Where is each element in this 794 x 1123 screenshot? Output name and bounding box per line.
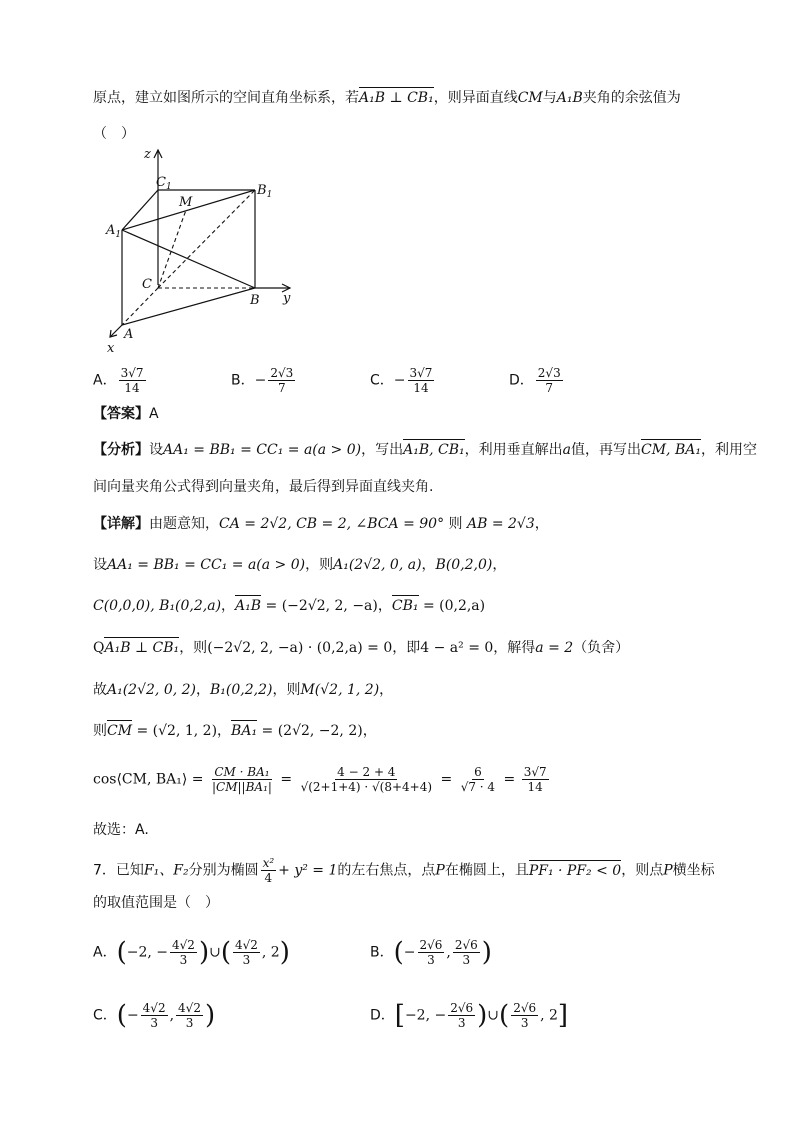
q7-stem-line-2: 的取值范围是（ ） <box>93 895 219 911</box>
q6-text-a: 原点，建立如图所示的空间直角坐标系，若 <box>93 90 359 106</box>
label-c1: $C_1$ <box>156 175 172 192</box>
detail-line-2: 设AA₁ = BB₁ = CC₁ = a(a > 0)，则A₁(2√2, 0, a)，B(0,2,0)， <box>93 557 507 573</box>
prism-figure <box>100 142 310 357</box>
analysis-line-2: 间向量夹角公式得到向量夹角，最后得到异面直线夹角. <box>93 479 434 495</box>
q6-option-a[interactable]: A． $\frac{3√7}{14}$ <box>93 366 144 395</box>
q7-option-b[interactable]: B．(− $\frac{2√6}{3}$ , $\frac{2√6}{3}$ ) <box>370 937 492 968</box>
detail-line-5: 故A₁(2√2, 0, 2)，B₁(0,2,2)，则M(√2, 1, 2)， <box>93 682 394 698</box>
label-a: A <box>124 327 134 342</box>
label-m: M <box>179 195 193 210</box>
q6-paren: （ ） <box>93 126 135 142</box>
q6-text-b: ，则异面直线 <box>433 90 518 106</box>
label-a1: $A_1$ <box>106 223 122 240</box>
q6-option-c[interactable]: C．− $\frac{3√7}{14}$ <box>370 366 433 395</box>
detail-line-3: C(0,0,0), B₁(0,2,a)，A₁B = (−2√2, 2, −a)，CB₁ = (0,2,a) <box>93 598 486 614</box>
q6-condition: A₁B ⊥ CB₁ <box>359 90 434 106</box>
cos-label: cos⟨CM, BA₁⟩ = <box>93 771 204 788</box>
detail-tag: 【详解】 <box>93 516 149 532</box>
q6-stem-line <box>93 88 681 108</box>
q6-option-b[interactable]: B．− $\frac{2√3}{7}$ <box>231 366 294 395</box>
answer-value: A <box>149 406 159 422</box>
label-b1: $B_1$ <box>257 183 273 200</box>
cos-frac-2: $\frac{4 - 2 + 4}{√(2+1+4) \cdot √(8+4+4)}$ <box>300 765 433 794</box>
q7-option-d[interactable]: D．[−2, − $\frac{2√6}{3}$ )∪( $\frac{2√6}{3}$ , 2] <box>370 1000 569 1031</box>
label-z: z <box>144 147 151 162</box>
analysis-line-1: 【分析】设AA₁ = BB₁ = CC₁ = a(a > 0)，写出A₁B, CB₁，利用垂直解出a值，再写出CM, BA₁，利用空 <box>93 442 757 458</box>
q7-stem-line-1: 7．已知F₁、F₂分别为椭圆 $\frac{\text{x²}}{4}$ + y² = 1的左右焦点，点P在椭圆上，且PF₁ · PF₂ < 0，则点P横坐标 <box>93 856 715 885</box>
detail-conclusion: 故选：A. <box>93 822 149 838</box>
answer-tag: 【答案】 <box>93 406 149 422</box>
q6-cm: CM <box>517 90 543 106</box>
label-y: y <box>283 291 291 306</box>
q7-number: 7． <box>93 862 116 879</box>
q6-text-c: 与 <box>542 90 557 106</box>
analysis-tag: 【分析】 <box>93 442 149 458</box>
label-x: x <box>107 341 115 356</box>
q6-text-d: 夹角的余弦值为 <box>582 90 681 106</box>
q6-a1b: A₁B <box>556 90 583 106</box>
detail-line-1: 【详解】由题意知，CA = 2√2, CB = 2, ∠BCA = 90° 则 AB = 2√3， <box>93 516 549 532</box>
detail-line-6: 则CM = (√2, 1, 2)，BA₁ = (2√2, −2, 2)， <box>93 723 377 739</box>
cos-frac-3: $\frac{6}{√7 \cdot 4}$ <box>460 765 496 794</box>
segment-c-m-dashed <box>158 210 186 288</box>
label-b: B <box>250 293 260 308</box>
label-c: C <box>142 277 152 292</box>
detail-line-4: QA₁B ⊥ CB₁，则(−2√2, 2, −a) · (0,2,a) = 0，即4 − a² = 0，解得a = 2（负舍） <box>93 640 630 656</box>
cos-frac-4: $\frac{3√7}{14}$ <box>523 765 547 794</box>
q6-option-d[interactable]: D． $\frac{2√3}{7}$ <box>509 366 561 395</box>
q7-option-a[interactable]: A．(−2, − $\frac{4√2}{3}$ )∪( $\frac{4√2}{3}$ , 2) <box>93 937 290 968</box>
answer-line <box>93 404 159 424</box>
cos-frac-1: $\frac{\text{CM · BA₁}}{\text{|CM||BA₁|}}$ <box>211 765 272 794</box>
detail-cos-line: cos⟨CM, BA₁⟩ = $\frac{\text{CM · BA₁}}{\text{|CM||BA₁|}}$ = $\frac{4 - 2 + 4}{√(2+1+4) \cdot √(8+4+4)}$ = $\frac{6}{√7 \cdot 4}$ = $\frac{3√7}{14}$ <box>93 765 547 794</box>
edge-a-b <box>122 288 255 325</box>
q7-option-c[interactable]: C．(− $\frac{4√2}{3}$ , $\frac{4√2}{3}$ ) <box>93 1000 216 1031</box>
